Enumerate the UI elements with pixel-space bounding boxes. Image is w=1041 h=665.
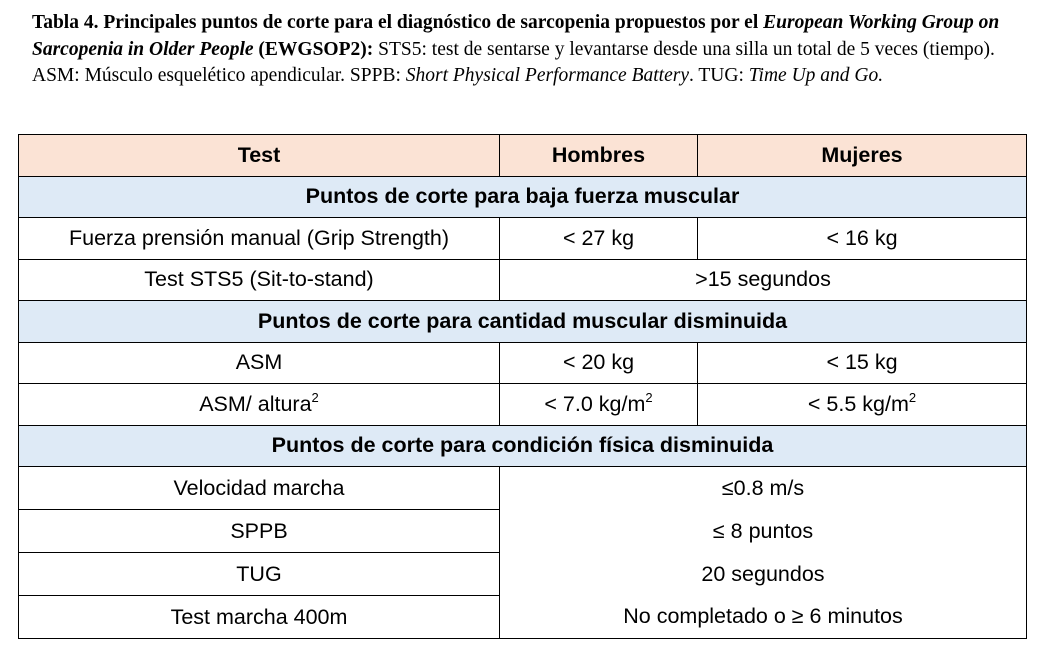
header-test: Test [19, 135, 500, 177]
section-strength: Puntos de corte para baja fuerza muscular [19, 176, 1027, 218]
caption-sppb-label: SPPB: [349, 65, 401, 86]
caption-tug-text: Time Up and Go. [748, 65, 884, 86]
caption-group-name: European Working Group on Sarcopenia in Older People [32, 12, 1000, 60]
caption-asm-label: ASM: [32, 65, 80, 86]
asm-height-men [500, 384, 698, 426]
caption-sts5-label: STS5: [378, 38, 427, 60]
caption-sts5-text: test de sentarse y levantarse desde una silla un total de 5 veces (tiempo). [431, 38, 995, 60]
header-men: Hombres [500, 135, 698, 177]
caption-abbr: (EWGSOP2): [258, 38, 374, 60]
walk400-test: Test marcha 400m [19, 596, 500, 639]
sts5-test: Test STS5 (Sit-to-stand) [19, 259, 500, 301]
section-quantity: Puntos de corte para cantidad muscular disminuida [19, 301, 1027, 343]
asm-women: < 15 kg [698, 342, 1027, 384]
section-row-strength [19, 176, 1027, 218]
caption-sppb-text: Short Physical Performance Battery [405, 65, 689, 86]
grip-test: Fuerza prensión manual (Grip Strength) [19, 218, 500, 260]
caption-title: Principales puntos de corte para el diagnóstico de sarcopenia propuestos por el [103, 12, 759, 33]
physical-values-stack [500, 467, 1026, 638]
asm-height-test-text: ASM/ altura [199, 391, 312, 416]
asm-men: < 20 kg [500, 342, 698, 384]
sts5-value: >15 segundos [500, 259, 1027, 301]
asm-height-men-text: < 7.0 kg/m [544, 391, 646, 416]
asm-height-women-sup: 2 [908, 389, 917, 405]
walk400-value: No completado o ≥ 6 minutos [623, 604, 903, 629]
tug-test: TUG [19, 553, 500, 596]
asm-height-test [19, 384, 500, 426]
asm-test: ASM [19, 342, 500, 384]
header-women: Mujeres [698, 135, 1027, 177]
caption-asm-text: Músculo esquelético apendicular. [84, 65, 346, 86]
gait-value: ≤0.8 m/s [721, 476, 805, 500]
table-row-sts5 [19, 259, 1027, 301]
grip-men: < 27 kg [500, 218, 698, 260]
section-row-quantity [19, 301, 1027, 343]
header-row [19, 135, 1027, 177]
sppb-test: SPPB [19, 510, 500, 553]
cutoff-table [18, 134, 1027, 639]
physical-values-cell [500, 467, 1027, 639]
section-row-physical [19, 425, 1027, 467]
section-physical: Puntos de corte para condición física disminuida [19, 425, 1027, 467]
asm-height-women [698, 384, 1027, 426]
table-row-grip [19, 218, 1027, 260]
tug-value: 20 segundos [701, 561, 825, 586]
sppb-value: ≤ 8 puntos [712, 518, 814, 543]
table-row-asm [19, 342, 1027, 384]
grip-women: < 16 kg [698, 218, 1027, 260]
caption-label: Tabla 4. [32, 12, 99, 33]
table-row-gait [19, 467, 1027, 510]
asm-height-women-text: < 5.5 kg/m [807, 391, 909, 416]
table-caption [32, 10, 1022, 90]
asm-height-test-sup: 2 [311, 389, 319, 405]
asm-height-men-sup: 2 [645, 389, 653, 405]
gait-test: Velocidad marcha [19, 467, 500, 510]
caption-tug-label: . TUG: [688, 65, 744, 86]
table-row-asm-height [19, 384, 1027, 426]
